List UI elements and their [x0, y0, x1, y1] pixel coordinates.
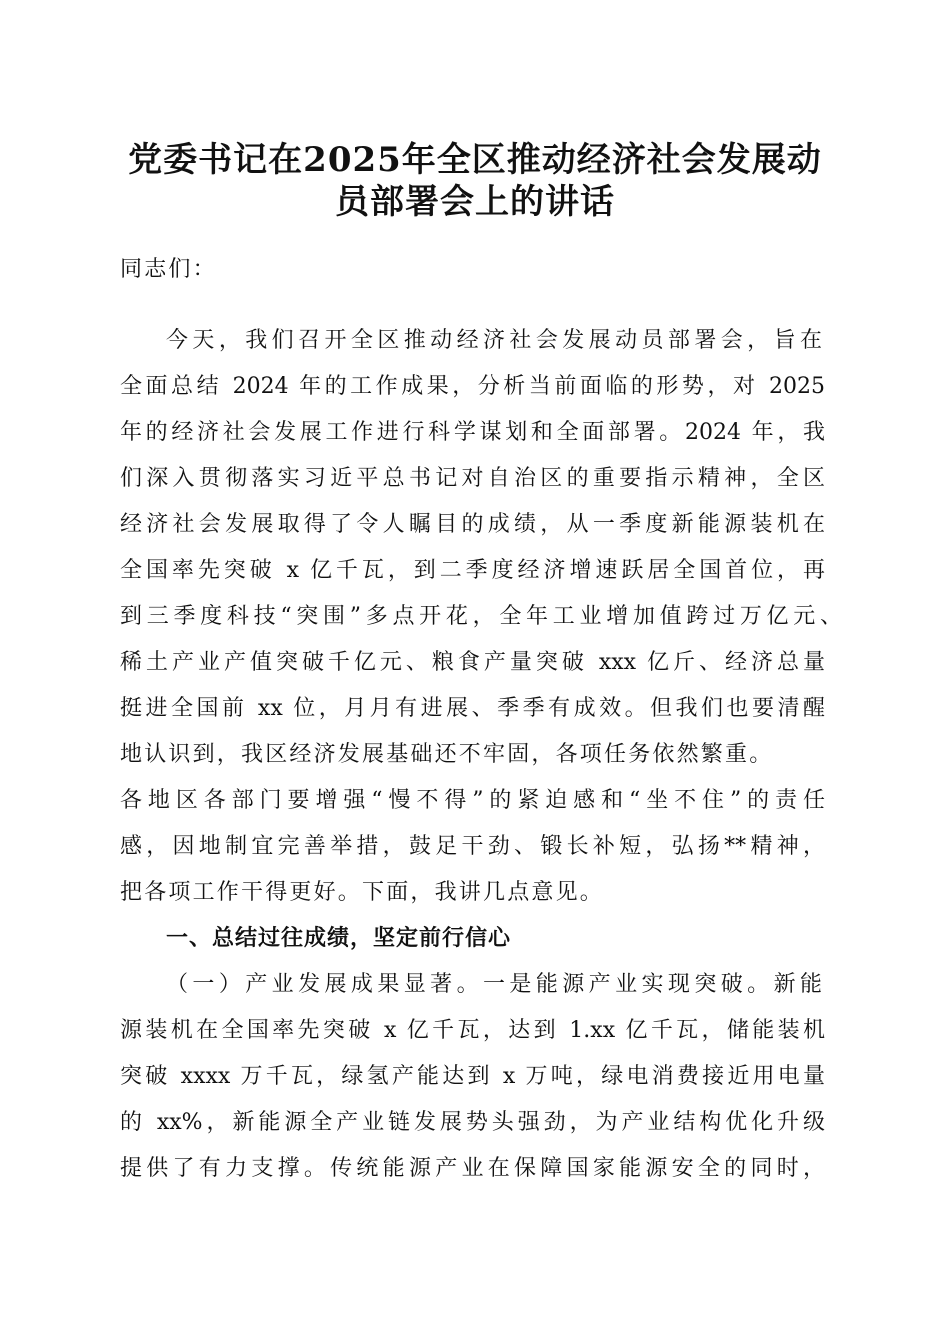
salutation: 同志们：	[120, 257, 217, 282]
intro-line: 今天，我们召开全区推动经济社会发展动员部署会，旨在	[166, 328, 822, 353]
section-heading: 一、总结过往成绩，坚定前行信心	[166, 926, 512, 951]
section-line: 源装机在全国率先突破 x 亿千瓦，达到 1.xx 亿千瓦，储能装机	[120, 1018, 825, 1043]
intro-line: 全国率先突破 x 亿千瓦，到二季度经济增速跃居全国首位，再	[120, 558, 825, 583]
section-line: 的 xx%，新能源全产业链发展势头强劲，为产业结构优化升级	[120, 1110, 825, 1135]
intro-line: 挺进全国前 xx 位，月月有进展、季季有成效。但我们也要清醒	[120, 696, 825, 721]
section-line: 提供了有力支撑。传统能源产业在保障国家能源安全的同时，	[120, 1156, 825, 1181]
intro-line: 全面总结 2024 年的工作成果，分析当前面临的形势，对 2025	[120, 374, 825, 399]
document-title-line-2: 员部署会上的讲话	[335, 182, 615, 222]
intro-line: 地认识到，我区经济发展基础还不牢固，各项任务依然繁重。	[120, 742, 774, 767]
intro-line: 年的经济社会发展工作进行科学谋划和全面部署。2024 年，我	[120, 420, 825, 445]
section-line: 突破 xxxx 万千瓦，绿氢产能达到 x 万吨，绿电消费接近用电量	[120, 1064, 825, 1089]
section-line: （一）产业发展成果显著。一是能源产业实现突破。新能	[166, 972, 822, 997]
intro-line: 经济社会发展取得了令人瞩目的成绩，从一季度新能源装机在	[120, 512, 825, 537]
document-title-line-1: 党委书记在2025年全区推动经济社会发展动	[128, 140, 822, 180]
intro-line: 各地区各部门要增强“慢不得”的紧迫感和“坐不住”的责任	[120, 788, 825, 813]
intro-line: 们深入贯彻落实习近平总书记对自治区的重要指示精神，全区	[120, 466, 825, 491]
intro-line: 稀土产业产值突破千亿元、粮食产量突破 xxx 亿斤、经济总量	[120, 650, 825, 675]
intro-line: 到三季度科技“突围”多点开花，全年工业增加值跨过万亿元、	[120, 604, 842, 629]
intro-line: 把各项工作干得更好。下面，我讲几点意见。	[120, 880, 605, 905]
intro-line: 感，因地制宜完善举措，鼓足干劲、锻长补短，弘扬**精神，	[120, 834, 825, 859]
